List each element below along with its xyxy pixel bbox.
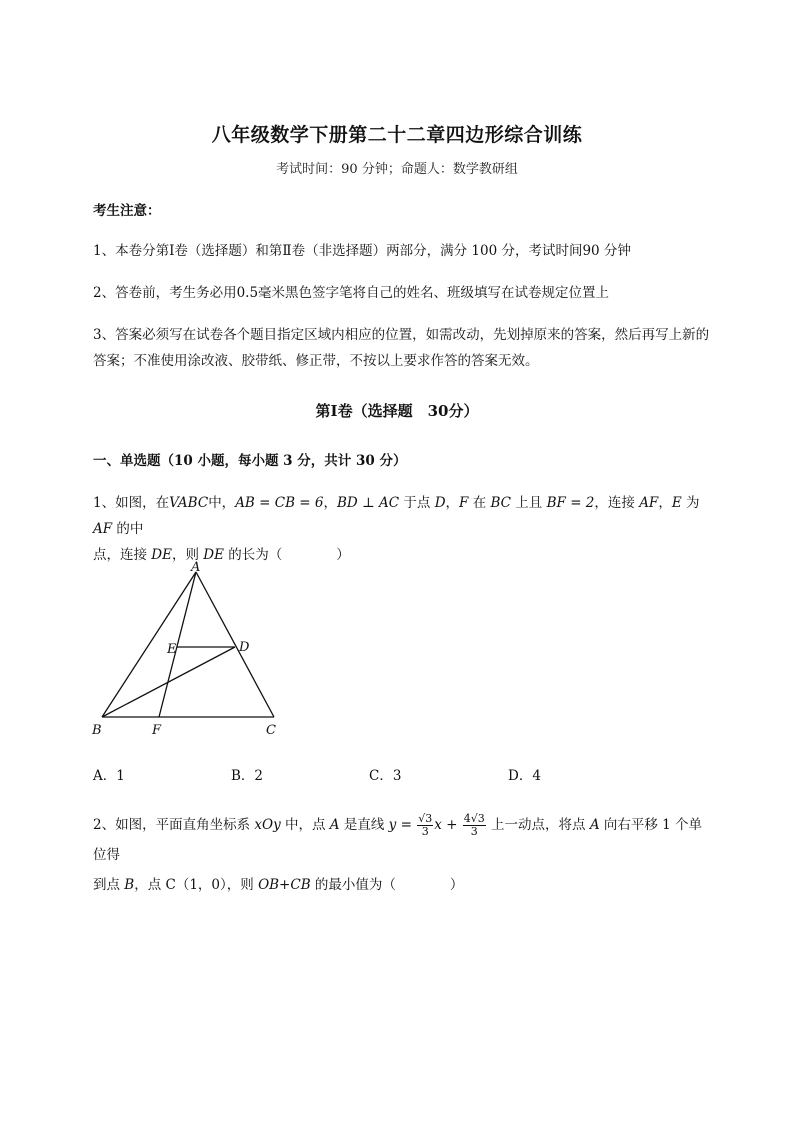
label-b: B xyxy=(92,723,102,738)
triangle-figure xyxy=(88,560,288,740)
label-d: D xyxy=(239,640,250,655)
option-a[interactable]: A．1 xyxy=(93,768,125,784)
label-a: A xyxy=(191,560,201,575)
segment-ab xyxy=(102,572,196,717)
label-e: E xyxy=(167,642,177,657)
notice-heading: 考生注意： xyxy=(93,203,161,219)
question-1-text: 1、如图，在VABC中，AB = CB = 6，BD ⊥ AC 于点 D，F 在 BC 上且 BF = 2，连接 AF，E 为 AF 的中 点，连接 DE，则 DE 的长为（ ） xyxy=(93,495,700,563)
question-1-options xyxy=(93,764,713,786)
label-f: F xyxy=(152,723,162,738)
option-b[interactable]: B．2 xyxy=(231,768,264,784)
section-title: 第Ⅰ卷（选择题 30分） xyxy=(315,402,479,420)
fraction-sqrt3-over-3: $\frac{√3}{3}$ xyxy=(418,812,433,838)
segment-ac xyxy=(196,572,274,717)
part-heading: 一、单选题（10 小题，每小题 3 分，共计 30 分） xyxy=(93,453,407,469)
option-c[interactable]: C．3 xyxy=(369,768,402,784)
page-subtitle: 考试时间：90 分钟；命题人：数学教研组 xyxy=(276,162,518,177)
notice-item-2: 2、答卷前，考生务必用0.5毫米黑色签字笔将自己的姓名、班级填写在试卷规定位置上 xyxy=(93,285,610,301)
option-d[interactable]: D．4 xyxy=(508,768,541,784)
notice-item-3: 3、答案必须写在试卷各个题目指定区域内相应的位置，如需改动，先划掉原来的答案，然后再写上新的答案；不准使用涂改液、胶带纸、修正带，不按以上要求作答的答案无效。 xyxy=(93,327,710,369)
segment-af xyxy=(159,572,196,717)
fraction-4sqrt3-over-3: $\frac{4√3}{3}$ xyxy=(463,812,485,838)
label-c: C xyxy=(266,723,276,738)
question-2-text: 2、如图，平面直角坐标系 xOy 中，点 A 是直线 y = $\frac{√3}{3}$ x + $\frac{4√3}{3}$ 上一动点，将点 A 向右平移 1 个单位得 到点 B，点 C（1，0），则 OB+CB 的最小值为（ ） xyxy=(93,812,703,893)
notice-item-1: 1、本卷分第Ⅰ卷（选择题）和第Ⅱ卷（非选择题）两部分，满分 100 分，考试时间90 分钟 xyxy=(93,243,631,259)
page-title: 八年级数学下册第二十二章四边形综合训练 xyxy=(211,124,583,146)
